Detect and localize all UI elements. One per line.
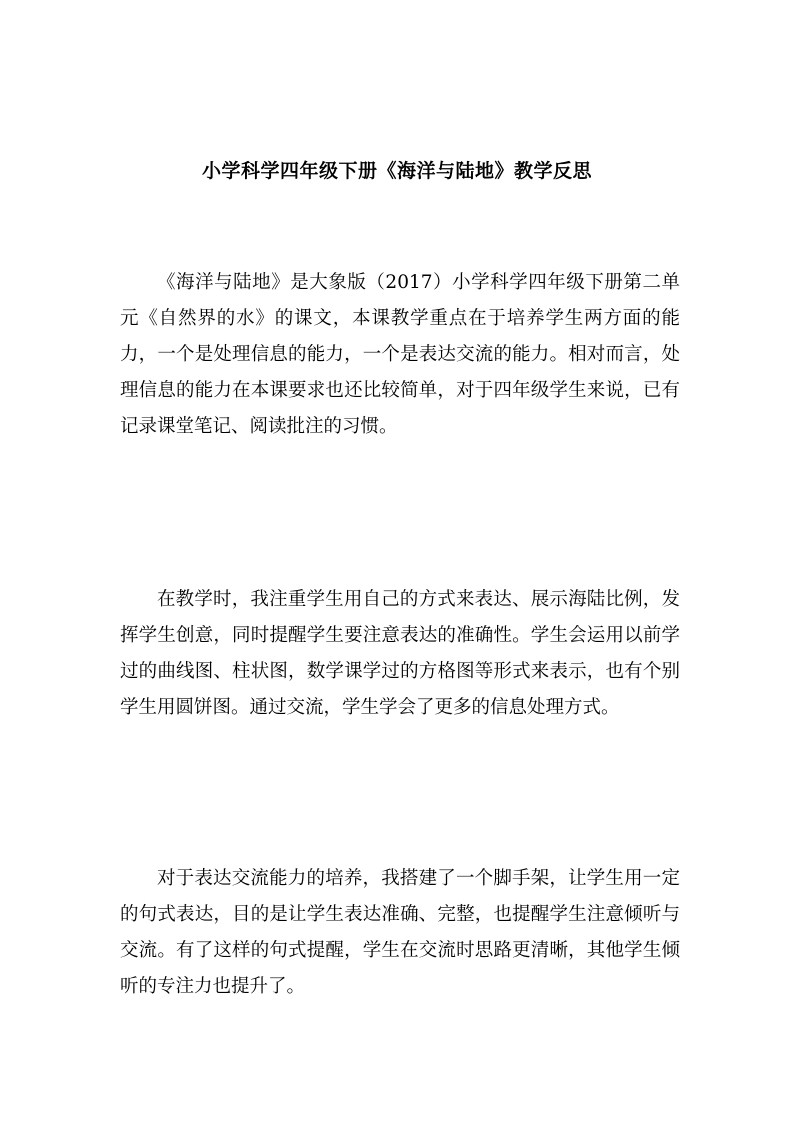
document-title: 小学科学四年级下册《海洋与陆地》教学反思 (201, 160, 592, 182)
paragraph-2: 在教学时，我注重学生用自己的方式来表达、展示海陆比例，发挥学生创意，同时提醒学生要注意表达的准确性。学生会运用以前学过的曲线图、柱状图，数学课学过的方格图等形式来表示，也有个别学生用圆饼图。通过交流，学生学会了更多的信息处理方式。 (120, 589, 680, 718)
paragraph-1: 《海洋与陆地》是大象版（2017）小学科学四年级下册第二单元《自然界的水》的课文，本课教学重点在于培养学生两方面的能力，一个是处理信息的能力，一个是表达交流的能力。相对而言，处理信息的能力在本课要求也还比较简单，对于四年级学生来说，已有记录课堂笔记、阅读批注的习惯。 (120, 272, 680, 437)
paragraph-3: 对于表达交流能力的培养，我搭建了一个脚手架，让学生用一定的句式表达，目的是让学生表达准确、完整，也提醒学生注意倾听与交流。有了这样的句式提醒，学生在交流时思路更清晰，其他学生倾听的专注力也提升了。 (120, 868, 680, 997)
